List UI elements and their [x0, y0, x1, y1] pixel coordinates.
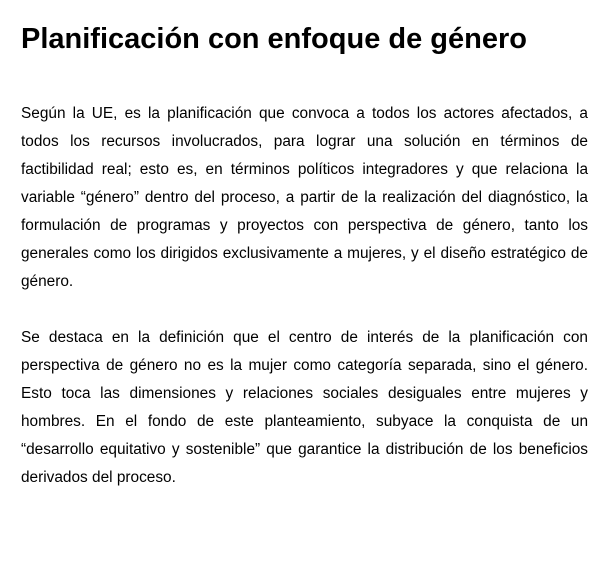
paragraph-focus: Se destaca en la definición que el centro de interés de la planificación con perspectiva de género no es la mujer como categoría separada, sino el género. Esto toca las dimensiones y relaciones sociales desiguales entre mujeres y hombres. En el fondo de este planteamiento, subyace la conquista de un “desarrollo equitativo y sostenible” que garantice la distribución de los beneficios derivados del proceso.: [21, 329, 588, 486]
document-body: [21, 0, 588, 492]
document-title: Planificación con enfoque de género: [21, 23, 527, 55]
paragraph-definition: Según la UE, es la planificación que convoca a todos los actores afectados, a todos los recursos involucrados, para lograr una solución en términos de factibilidad real; esto es, en términos políticos integradores y que relaciona la variable “género” dentro del proceso, a partir de la realización del diagnóstico, la formulación de programas y proyectos con perspectiva de género, tanto los generales como los dirigidos exclusivamente a mujeres, y el diseño estratégico de género.: [21, 105, 588, 290]
